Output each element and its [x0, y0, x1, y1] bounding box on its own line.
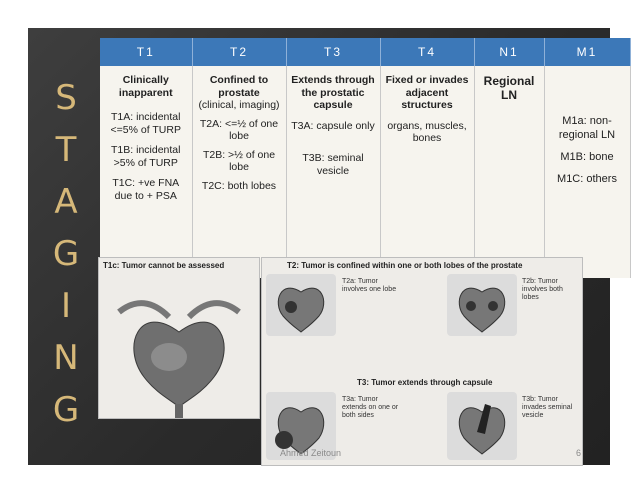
side-letter: T — [55, 130, 77, 170]
side-letter: N — [53, 338, 79, 378]
cell-t3 — [286, 66, 380, 278]
cell-n1 — [474, 66, 544, 278]
cell-m1 — [544, 66, 630, 278]
side-letter: I — [60, 286, 72, 326]
t2b-label: T2b: Tumor involves both lobes — [522, 278, 563, 301]
t4-note: organs, muscles, bones — [387, 119, 467, 144]
header-t2: T2 — [192, 38, 286, 66]
m1b-text: M1B: bone — [560, 151, 614, 163]
header-n1: N1 — [474, 38, 544, 66]
t2c-text: T2C: both lobes — [201, 179, 277, 192]
t1c-text: T1C: +ve FNA due to + PSA — [112, 177, 180, 202]
footer-author: Ahmed Zeitoun — [280, 448, 342, 458]
t3-caption: T3: Tumor extends through capsule — [357, 378, 493, 387]
t2b-text: T2B: >½ of one lobe — [202, 148, 276, 173]
side-letter: S — [55, 78, 77, 118]
side-letter: A — [54, 182, 78, 222]
t2-caption: T2: Tumor is confined within one or both lobes of the prostate — [287, 261, 523, 270]
t2-note: (clinical, imaging) — [198, 99, 280, 111]
header-t4: T4 — [380, 38, 474, 66]
m1c-text: M1C: others — [557, 173, 617, 185]
t3b-text: T3B: seminal vesicle — [302, 152, 364, 177]
t1c-caption: T1c: Tumor cannot be assessed — [103, 261, 225, 270]
t2a-illustration — [266, 274, 336, 336]
cell-t4 — [380, 66, 474, 278]
cell-t1 — [100, 66, 192, 278]
side-letter: G — [52, 234, 80, 274]
staging-table — [100, 38, 630, 278]
slide — [28, 28, 617, 465]
t2a-text: T2A: <=½ of one lobe — [199, 117, 279, 142]
t3b-illustration — [447, 392, 517, 460]
t1a-text: T1A: incidental <=5% of TURP — [110, 111, 181, 136]
header-t3: T3 — [286, 38, 380, 66]
side-letter: G — [52, 390, 80, 430]
prostate-illustration — [99, 272, 259, 417]
t2b-illustration — [447, 274, 517, 336]
t2a-label: T2a: Tumor involves one lobe — [342, 278, 397, 293]
m1a-text: M1a: non-regional LN — [558, 115, 616, 141]
t3b-label: T3b: Tumor invades seminal vesicle — [522, 396, 573, 419]
t2-t3-figures — [261, 257, 583, 466]
t1-title: Clinically inapparent — [118, 74, 173, 99]
t1b-text: T1B: incidental >5% of TURP — [111, 144, 181, 169]
cell-t2 — [192, 66, 286, 278]
header-t1: T1 — [100, 38, 192, 66]
t2-title: Confined to prostate — [209, 74, 269, 99]
header-m1: M1 — [544, 38, 630, 66]
t3-title: Extends through the prostatic capsule — [291, 74, 375, 111]
n1-title: Regional LN — [483, 74, 535, 102]
footer-page-number: 6 — [576, 448, 582, 458]
t1c-figure — [98, 257, 260, 419]
t3a-text: T3A: capsule only — [291, 119, 375, 132]
t3a-label: T3a: Tumor extends on one or both sides — [342, 396, 399, 419]
t4-title: Fixed or invades adjacent structures — [385, 74, 469, 111]
